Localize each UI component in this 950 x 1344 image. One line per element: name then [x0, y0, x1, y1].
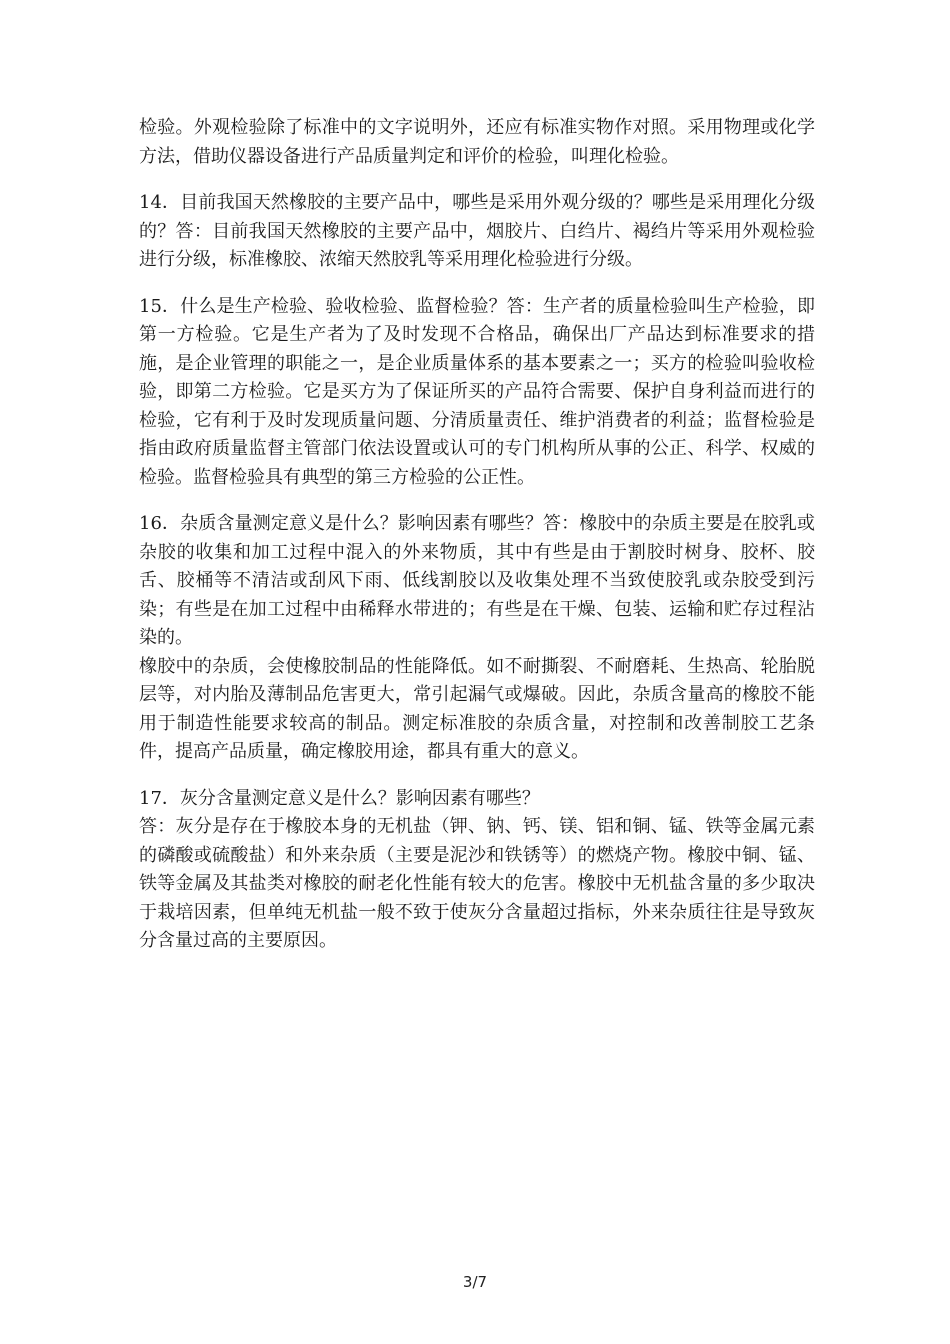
paragraph-q14: 14．目前我国天然橡胶的主要产品中，哪些是采用外观分级的？哪些是采用理化分级的？答：目前我国天然橡胶的主要产品中，烟胶片、白绉片、褐绉片等采用外观检验进行分级，标准橡胶、浓缩天然胶乳等采用理化检验进行分级。	[139, 192, 815, 270]
page-number: 3/7	[462, 1273, 488, 1291]
paragraph-q17-question: 17．灰分含量测定意义是什么？影响因素有哪些？	[139, 787, 540, 809]
paragraph-q17-answer: 答：灰分是存在于橡胶本身的无机盐（钾、钠、钙、镁、铝和铜、锰、铁等金属元素的磷酸或硫酸盐）和外来杂质（主要是泥沙和铁锈等）的燃烧产物。橡胶中铜、锰、铁等金属及其盐类对橡胶的耐老化性能有较大的危害。橡胶中无机盐含量的多少取决于栽培因素，但单纯无机盐一般不致于使灰分含量超过指标，外来杂质往往是导致灰分含量过高的主要原因。	[139, 816, 815, 951]
paragraph-q15: 15．什么是生产检验、验收检验、监督检验？答：生产者的质量检验叫生产检验，即第一方检验。它是生产者为了及时发现不合格品，确保出厂产品达到标准要求的措施，是企业管理的职能之一，是企业质量体系的基本要素之一；买方的检验叫验收检验，即第二方检验。它是买方为了保证所买的产品符合需要、保护自身利益而进行的检验，它有利于及时发现质量问题、分清质量责任、维护消费者的利益；监督检验是指由政府质量监督主管部门依法设置或认可的专门机构所从事的公正、科学、权威的检验。监督检验具有典型的第三方检验的公正性。	[139, 295, 815, 488]
paragraph-q16: 16．杂质含量测定意义是什么？影响因素有哪些？答：橡胶中的杂质主要是在胶乳或杂胶的收集和加工过程中混入的外来物质，其中有些是由于割胶时树身、胶杯、胶舌、胶桶等不清洁或刮风下雨、低线割胶以及收集处理不当致使胶乳或杂胶受到污染；有些是在加工过程中由稀释水带进的；有些是在干燥、包装、运输和贮存过程沾染的。	[139, 513, 815, 648]
paragraph-visual-inspection-cont: 检验。外观检验除了标准中的文字说明外，还应有标准实物作对照。采用物理或化学方法，借助仪器设备进行产品质量判定和评价的检验，叫理化检验。	[139, 117, 815, 167]
paragraph-q16-impurity-effects: 橡胶中的杂质，会使橡胶制品的性能降低。如不耐撕裂、不耐磨耗、生热高、轮胎脱层等，对内胎及薄制品危害更大，常引起漏气或爆破。因此，杂质含量高的橡胶不能用于制造性能要求较高的制品。测定标准胶的杂质含量，对控制和改善制胶工艺条件，提高产品质量，确定橡胶用途，都具有重大的意义。	[139, 655, 815, 762]
document-body	[139, 114, 815, 956]
